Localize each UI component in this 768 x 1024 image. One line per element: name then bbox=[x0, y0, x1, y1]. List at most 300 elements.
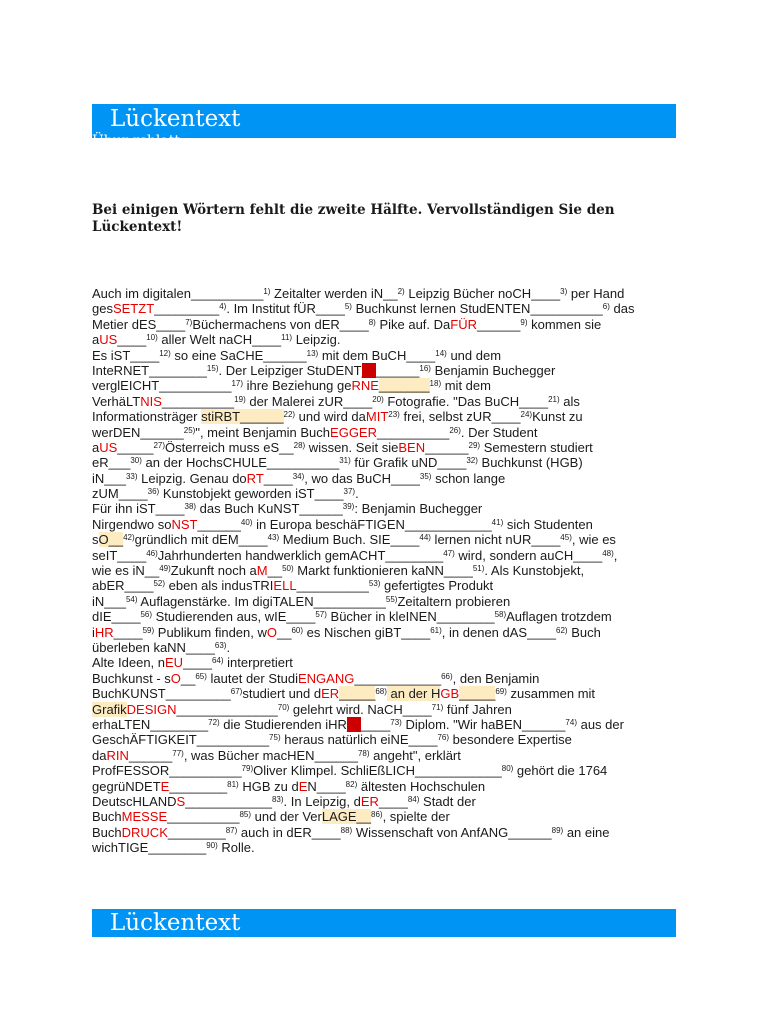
text-line bbox=[92, 440, 692, 455]
text-line bbox=[92, 625, 692, 640]
text-segment: , in denen dAS____ bbox=[441, 624, 557, 640]
text-line bbox=[92, 794, 692, 809]
text-segment: Wissenschaft von AnfANG______ bbox=[352, 824, 552, 840]
text-segment: Medium Buch. SIE____ bbox=[279, 532, 420, 548]
text-line bbox=[92, 825, 692, 840]
gap-number: 28) bbox=[293, 440, 306, 450]
gap-number: 77) bbox=[172, 748, 184, 758]
text-line bbox=[92, 517, 692, 532]
text-segment: Informationsträger bbox=[92, 409, 202, 425]
text-line bbox=[92, 317, 692, 332]
text-segment: auch in dER____ bbox=[237, 824, 341, 840]
gap-number: 44) bbox=[419, 533, 431, 543]
text-segment: es Nischen giBT____ bbox=[303, 624, 431, 640]
gap-number: 80) bbox=[501, 764, 514, 774]
gap-number: 75) bbox=[269, 733, 281, 743]
gap-number: 29) bbox=[468, 440, 481, 450]
gap-number: 83) bbox=[271, 794, 284, 804]
gap-number: 69) bbox=[495, 687, 507, 697]
text-segment: BuchKUNST_________ bbox=[92, 686, 231, 702]
text-segment: besondere Expertise bbox=[449, 732, 572, 748]
gap-number: 39) bbox=[342, 502, 355, 512]
text-segment: Fotografie. "Das BuCH____ bbox=[383, 393, 549, 409]
text-segment: verglEICHT__________ bbox=[92, 378, 232, 394]
text-segment: aus der bbox=[576, 716, 624, 732]
highlighted-word-part: MIT bbox=[365, 409, 389, 425]
text-segment: ProfFESSOR__________ bbox=[92, 763, 242, 779]
text-segment: _____ bbox=[339, 686, 376, 702]
text-segment: Rolle. bbox=[217, 840, 255, 856]
text-line bbox=[92, 378, 692, 393]
text-segment: iN___ bbox=[92, 593, 126, 609]
text-segment: Es iST____ bbox=[92, 347, 160, 363]
text-segment: : Benjamin Buchegger bbox=[354, 501, 483, 517]
text-segment: __ bbox=[277, 624, 292, 640]
gap-number: 3) bbox=[560, 287, 568, 296]
highlighted-word-part: E bbox=[160, 778, 170, 794]
text-segment: . In Leipzig, d bbox=[283, 793, 361, 809]
text-segment: Bücher in kleINEN________ bbox=[326, 609, 495, 625]
gap-number: 20) bbox=[372, 394, 384, 404]
text-line bbox=[92, 717, 692, 732]
text-segment: zusammen mit bbox=[506, 686, 596, 702]
gap-number: 76) bbox=[437, 733, 449, 743]
gap-number: 25) bbox=[183, 425, 196, 435]
text-segment: Auch im digitalen__________ bbox=[92, 286, 264, 301]
text-line bbox=[92, 594, 692, 609]
gap-number: 89) bbox=[551, 825, 564, 835]
gap-number: 62) bbox=[556, 625, 568, 635]
text-line bbox=[92, 363, 692, 378]
gap-text-body bbox=[92, 286, 692, 855]
text-segment: frei, selbst zUR____ bbox=[399, 409, 521, 425]
text-line bbox=[92, 455, 692, 470]
highlighted-word-part: RIN bbox=[106, 747, 129, 763]
text-segment: schon lange bbox=[431, 470, 506, 486]
text-segment: iN___ bbox=[92, 470, 126, 486]
text-segment: und wird da bbox=[295, 409, 366, 425]
gap-number: 38) bbox=[184, 502, 197, 512]
text-segment: _____ bbox=[459, 686, 496, 702]
highlighted-word-part: SETZT bbox=[112, 301, 155, 317]
text-segment: __ bbox=[356, 809, 372, 825]
gap-number: 21) bbox=[548, 394, 560, 404]
text-segment: Buch bbox=[92, 824, 122, 840]
text-segment: ihre Beziehung ge bbox=[243, 378, 352, 394]
text-segment: wissen. Seit sie bbox=[305, 439, 399, 455]
gap-number: 72) bbox=[208, 717, 220, 727]
text-segment: Kunst zu bbox=[532, 409, 583, 425]
text-segment: sich Studenten bbox=[503, 516, 593, 532]
text-segment: als bbox=[559, 393, 580, 409]
text-segment: Oliver Klimpel. SchliEßLICH____________ bbox=[253, 763, 502, 779]
highlighted-word-part: O bbox=[170, 670, 181, 686]
gap-number: 34) bbox=[292, 471, 305, 481]
text-segment: wichTIGE________ bbox=[92, 840, 207, 856]
highlighted-word-part: NIS bbox=[140, 393, 162, 409]
text-segment: . bbox=[355, 486, 359, 502]
highlighted-word-part: M bbox=[256, 563, 268, 579]
text-segment: Metier dES____ bbox=[92, 316, 186, 332]
gap-number: 40) bbox=[240, 517, 253, 527]
gap-number: 52) bbox=[153, 579, 166, 589]
gap-number: 74) bbox=[565, 717, 577, 727]
gap-number: 90) bbox=[206, 841, 218, 851]
text-segment: Leipzig Bücher noCH____ bbox=[404, 286, 561, 301]
text-segment: Publikum finden, w bbox=[154, 624, 267, 640]
text-segment: Buch bbox=[567, 624, 601, 640]
text-segment: die Studierenden iHR bbox=[219, 716, 347, 732]
text-segment: Diplom. "Wir haBEN______ bbox=[401, 716, 566, 732]
gap-number: 50) bbox=[282, 564, 294, 574]
text-segment: abER____ bbox=[92, 578, 154, 594]
text-segment: , den Benjamin bbox=[452, 670, 540, 686]
gap-number: 9) bbox=[520, 317, 528, 327]
gap-number: 46) bbox=[146, 548, 158, 558]
highlighted-word-part: GB bbox=[440, 686, 460, 702]
gap-number: 12) bbox=[159, 348, 171, 358]
gap-number: 33) bbox=[125, 471, 138, 481]
text-segment: Benjamin Buchegger bbox=[430, 362, 556, 378]
text-segment: Buchkunst - s bbox=[92, 670, 171, 686]
text-line bbox=[92, 471, 692, 486]
text-segment: HGB zu d bbox=[238, 778, 299, 794]
text-segment: Pike auf. Da bbox=[375, 316, 451, 332]
highlighted-word-part: ELL bbox=[273, 578, 297, 594]
text-segment: wie es iN__ bbox=[92, 563, 160, 579]
text-line bbox=[92, 779, 692, 794]
text-segment: N____ bbox=[307, 778, 346, 794]
text-segment: , was Bücher macHEN______ bbox=[183, 747, 358, 763]
text-line bbox=[92, 394, 692, 409]
text-segment: DeutscHLAND bbox=[92, 793, 177, 809]
gap-number: 14) bbox=[435, 348, 447, 358]
text-segment: __________ bbox=[296, 578, 369, 594]
text-line bbox=[92, 425, 692, 440]
text-segment: lernen nicht nUR____ bbox=[430, 532, 561, 548]
text-segment: GeschÄFTIGKEIT__________ bbox=[92, 732, 270, 748]
text-line bbox=[92, 301, 692, 316]
gap-number: 55) bbox=[385, 594, 398, 604]
text-segment: gründlich mit dEM____ bbox=[134, 532, 268, 548]
text-segment: VerhäLT bbox=[92, 393, 141, 409]
gap-number: 67) bbox=[230, 687, 243, 697]
text-segment: ________ bbox=[167, 824, 226, 840]
gap-number: 37) bbox=[343, 487, 356, 497]
text-segment: mit dem bbox=[441, 378, 491, 394]
text-line bbox=[92, 532, 692, 547]
next-page-title: Lückentext bbox=[110, 910, 241, 936]
text-segment: _____ bbox=[117, 439, 154, 455]
text-segment: ältesten Hochschulen bbox=[357, 778, 486, 794]
text-segment: Alte Ideen, n bbox=[92, 655, 165, 671]
gap-number: 58) bbox=[494, 610, 507, 620]
text-segment: zUM____ bbox=[92, 486, 148, 502]
gap-number: 7) bbox=[185, 317, 193, 327]
gap-number: 5) bbox=[344, 302, 352, 312]
text-segment: und dem bbox=[446, 347, 502, 363]
text-line bbox=[92, 286, 692, 301]
highlighted-word-part: BEN bbox=[398, 439, 426, 455]
text-segment: . Der Student bbox=[460, 424, 538, 440]
gap-number: 17) bbox=[231, 379, 244, 389]
gap-number: 13) bbox=[306, 348, 319, 358]
text-segment: InteRNET________ bbox=[92, 362, 207, 378]
text-line bbox=[92, 332, 692, 347]
highlighted-word-part: DRUCK bbox=[121, 824, 168, 840]
gap-number: 16) bbox=[419, 363, 431, 373]
text-segment: Jahrhunderten handwerklich gemACHT________ bbox=[157, 547, 444, 563]
highlighted-word-part: NST bbox=[171, 516, 198, 532]
text-segment: O__ bbox=[98, 532, 124, 548]
text-segment: Für ihn iST____ bbox=[92, 501, 185, 517]
text-segment: Büchermachens von dER____ bbox=[192, 316, 369, 332]
gap-number: 45) bbox=[560, 533, 572, 543]
text-segment: mit dem BuCH____ bbox=[318, 347, 436, 363]
highlighted-word-part: ENGANG bbox=[297, 670, 355, 686]
text-segment: . bbox=[226, 639, 231, 655]
text-segment: ges bbox=[92, 301, 113, 317]
text-segment: für Grafik uND____ bbox=[350, 455, 467, 471]
highlighted-word-part: O bbox=[266, 624, 278, 640]
text-segment: ________ bbox=[169, 778, 228, 794]
gap-number: 85) bbox=[239, 810, 252, 820]
text-segment: _______ bbox=[378, 378, 430, 394]
text-segment: gefertigtes Produkt bbox=[380, 578, 494, 594]
gap-number: 18) bbox=[429, 379, 442, 389]
gap-number: 71) bbox=[431, 702, 444, 712]
gap-number: 48) bbox=[602, 548, 614, 558]
gap-number: 64) bbox=[211, 656, 224, 666]
text-segment: Zukunft noch a bbox=[170, 563, 257, 579]
gap-number: 61) bbox=[430, 625, 442, 635]
gap-number: 59) bbox=[142, 625, 155, 635]
gap-number: 53) bbox=[368, 579, 381, 589]
text-segment: Stadt der bbox=[419, 793, 476, 809]
gap-number: 68) bbox=[375, 687, 387, 697]
text-segment: gehört die 1764 bbox=[513, 763, 608, 779]
text-line bbox=[92, 702, 692, 717]
text-segment: ______________ bbox=[176, 701, 278, 717]
text-segment: Leipzig. Genau do bbox=[137, 470, 247, 486]
text-segment: aller Welt naCH____ bbox=[157, 332, 282, 348]
page-subtitle: Übungsblatt bbox=[92, 133, 180, 149]
gap-number: 32) bbox=[466, 456, 478, 466]
text-segment: kommen sie bbox=[527, 316, 602, 332]
text-segment: ______ bbox=[128, 747, 173, 763]
gap-number: 30) bbox=[130, 456, 142, 466]
text-segment: überleben kaNN____ bbox=[92, 639, 215, 655]
gap-number: 10) bbox=[146, 333, 158, 343]
text-segment: ____ bbox=[361, 716, 391, 732]
gap-number: 35) bbox=[419, 471, 432, 481]
text-segment: an eine bbox=[563, 824, 610, 840]
gap-number: 70) bbox=[277, 702, 290, 712]
gap-number: 56) bbox=[140, 610, 152, 620]
gap-number: 79) bbox=[241, 764, 254, 774]
text-segment: Auflagen trotzdem bbox=[506, 609, 612, 625]
highlighted-word-part: ER bbox=[321, 686, 340, 702]
footer-banner bbox=[92, 909, 676, 937]
text-segment: Zeitaltern probieren bbox=[397, 593, 511, 609]
instruction-text: Bei einigen Wörtern fehlt die zweite Hälfte. Vervollständigen Sie den Lückentext! bbox=[92, 202, 615, 235]
text-line bbox=[92, 348, 692, 363]
page-title: Lückentext bbox=[110, 106, 241, 132]
text-segment: Kunstobjekt geworden iST____ bbox=[159, 486, 344, 502]
text-segment: per Hand bbox=[567, 286, 625, 301]
text-segment: studiert und d bbox=[242, 686, 322, 702]
gap-number: 84) bbox=[407, 794, 420, 804]
text-segment: gegrüNDET bbox=[92, 778, 161, 794]
text-segment: LAGE bbox=[321, 809, 357, 825]
text-segment: Studierenden aus, wIE____ bbox=[152, 609, 316, 625]
text-segment: der Malerei zUR____ bbox=[245, 393, 373, 409]
text-segment: __________ bbox=[167, 809, 240, 825]
text-line bbox=[92, 486, 692, 501]
text-line bbox=[92, 763, 692, 778]
gap-number: 88) bbox=[340, 825, 353, 835]
text-segment: interpretiert bbox=[223, 655, 293, 671]
highlighted-word-part: RT bbox=[246, 470, 264, 486]
text-segment: Semestern studiert bbox=[480, 439, 593, 455]
gap-number: 41) bbox=[491, 517, 504, 527]
gap-number: 82) bbox=[345, 779, 358, 789]
text-segment: , spielte der bbox=[382, 809, 450, 825]
gap-number: 49) bbox=[159, 564, 171, 574]
gap-number: 65) bbox=[195, 671, 207, 681]
text-segment: . Der Leipziger StuDENT bbox=[218, 362, 362, 378]
highlighted-word-part: E bbox=[298, 778, 308, 794]
gap-number: 6) bbox=[602, 302, 610, 312]
text-line bbox=[92, 548, 692, 563]
text-segment: , wo das BuCH____ bbox=[304, 470, 420, 486]
gap-number: 11) bbox=[281, 333, 293, 343]
highlighted-word-part: DESIGN bbox=[126, 701, 177, 717]
text-segment: werDEN______ bbox=[92, 424, 184, 440]
gap-number: 47) bbox=[443, 548, 455, 558]
highlighted-word-part: MESSE bbox=[121, 809, 168, 825]
text-segment: __ bbox=[180, 670, 196, 686]
highlighted-word-part: ER bbox=[360, 793, 379, 809]
text-segment: ____ bbox=[263, 470, 293, 486]
text-segment: angeht", erklärt bbox=[369, 747, 461, 763]
gap-number: 27) bbox=[153, 440, 166, 450]
highlighted-word-part: FÜR bbox=[450, 316, 477, 332]
gap-number: 66) bbox=[441, 671, 453, 681]
text-segment: erhaLTEN________ bbox=[92, 716, 209, 732]
text-line bbox=[92, 732, 692, 747]
text-line bbox=[92, 840, 692, 855]
gap-number: 60) bbox=[291, 625, 304, 635]
gap-number: 1) bbox=[263, 287, 271, 296]
text-segment: . Als Kunstobjekt, bbox=[484, 563, 585, 579]
text-segment: ______ bbox=[476, 316, 521, 332]
text-segment: gelehrt wird. NaCH____ bbox=[289, 701, 432, 717]
gap-number: 24) bbox=[520, 410, 533, 420]
text-line bbox=[92, 609, 692, 624]
text-segment: Auflagenstärke. Im digiTALEN__________ bbox=[137, 593, 386, 609]
text-line bbox=[92, 409, 692, 424]
text-segment: ", meint Benjamin Buch bbox=[195, 424, 331, 440]
text-segment: eR___ bbox=[92, 455, 131, 471]
text-segment: ______ bbox=[197, 516, 241, 532]
text-segment: wird, sondern auCH____ bbox=[454, 547, 603, 563]
gap-number: 31) bbox=[339, 456, 351, 466]
text-segment: Zeitalter werden iN__ bbox=[270, 286, 398, 301]
text-segment: da bbox=[92, 747, 107, 763]
gap-number: 73) bbox=[390, 717, 402, 727]
text-segment: ______ bbox=[425, 439, 469, 455]
text-segment: Grafik bbox=[92, 701, 127, 717]
redaction-mark: __ bbox=[346, 716, 362, 732]
gap-number: 43) bbox=[267, 533, 280, 543]
text-segment: ____________ bbox=[354, 670, 442, 686]
gap-number: 42) bbox=[123, 533, 135, 543]
text-segment: ____ bbox=[113, 624, 143, 640]
gap-number: 15) bbox=[206, 363, 219, 373]
text-segment: a bbox=[92, 439, 100, 455]
text-segment: das bbox=[609, 301, 635, 317]
highlighted-word-part: S bbox=[176, 793, 186, 809]
text-segment: __________ bbox=[161, 393, 235, 409]
highlighted-word-part: RNE bbox=[351, 378, 379, 394]
gap-number: 86) bbox=[371, 810, 383, 820]
text-line bbox=[92, 640, 692, 655]
gap-number: 78) bbox=[357, 748, 370, 758]
text-segment: ____ bbox=[378, 793, 408, 809]
text-line bbox=[92, 578, 692, 593]
text-segment: eben als indusTRI bbox=[165, 578, 274, 594]
gap-number: 23) bbox=[388, 410, 400, 420]
text-segment: Buch bbox=[92, 809, 122, 825]
text-segment: Buchkunst (HGB) bbox=[477, 455, 583, 471]
text-segment: so eine SaCHE______ bbox=[170, 347, 307, 363]
text-segment: i bbox=[92, 624, 95, 640]
text-line bbox=[92, 748, 692, 763]
text-segment: lautet der Studi bbox=[206, 670, 298, 686]
text-segment: fünf Jahren bbox=[443, 701, 512, 717]
text-segment: und der Ver bbox=[251, 809, 322, 825]
text-segment: an der HochsCHULE__________ bbox=[141, 455, 340, 471]
text-segment: Buchkunst lernen StudENTEN__________ bbox=[351, 301, 603, 317]
text-segment: Österreich muss eS__ bbox=[165, 439, 294, 455]
gap-number: 51) bbox=[472, 564, 485, 574]
text-segment: dIE____ bbox=[92, 609, 141, 625]
text-segment: an der H bbox=[386, 686, 441, 702]
text-segment: ____________ bbox=[185, 793, 272, 809]
text-segment: , bbox=[613, 547, 618, 563]
gap-number: 63) bbox=[214, 640, 227, 650]
gap-number: 4) bbox=[219, 302, 227, 312]
text-segment: __ bbox=[267, 563, 283, 579]
gap-number: 87) bbox=[225, 825, 238, 835]
text-segment: Nirgendwo so bbox=[92, 516, 172, 532]
highlighted-word-part: US bbox=[99, 332, 118, 348]
text-segment: stiRBT______ bbox=[201, 409, 284, 425]
text-segment: s bbox=[92, 532, 99, 548]
gap-number: 19) bbox=[234, 394, 246, 404]
highlighted-word-part: EU bbox=[165, 655, 184, 671]
text-segment: Markt funktionieren kaNN____ bbox=[293, 563, 473, 579]
text-line bbox=[92, 686, 692, 701]
highlighted-word-part: HR bbox=[94, 624, 114, 640]
text-segment: a bbox=[92, 332, 100, 348]
gap-number: 8) bbox=[368, 317, 376, 327]
text-segment: _________ bbox=[154, 301, 220, 317]
text-segment: seIT____ bbox=[92, 547, 147, 563]
highlighted-word-part: US bbox=[99, 439, 118, 455]
gap-number: 22) bbox=[283, 410, 296, 420]
